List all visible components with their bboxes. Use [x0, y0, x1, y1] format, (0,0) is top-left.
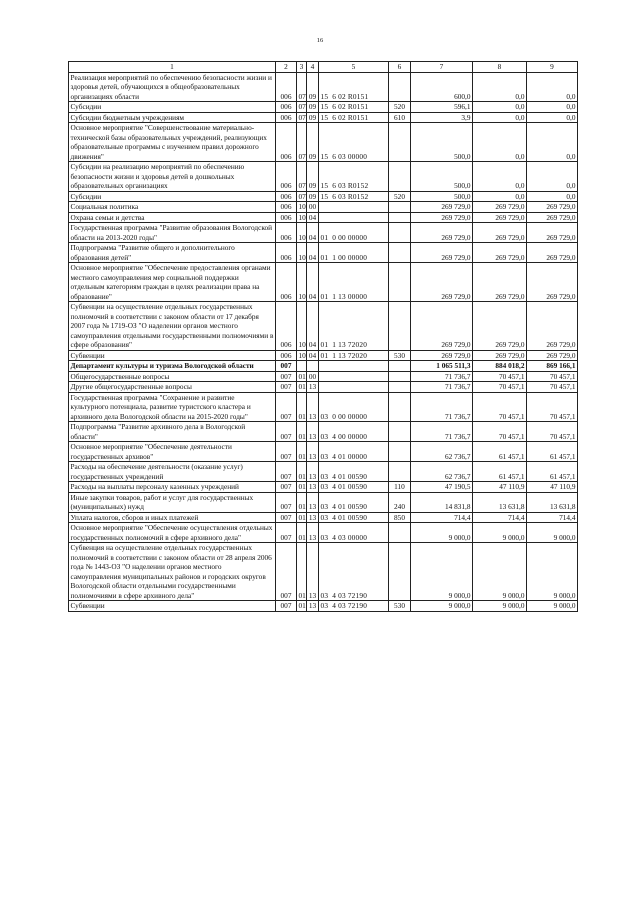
amount-cell-2: 0,0 — [473, 102, 527, 113]
subsection-cell: 13 — [307, 512, 319, 523]
amount-cell-2: 0,0 — [473, 72, 527, 102]
subsection-cell: 04 — [307, 212, 319, 223]
amount-cell-1: 71 736,7 — [411, 422, 473, 442]
table-row — [69, 422, 578, 442]
amount-cell-1: 62 736,7 — [411, 462, 473, 482]
target-code-cell: 15 6 02 R0151 — [319, 72, 389, 102]
table-row — [69, 263, 578, 302]
amount-cell-3: 269 729,0 — [527, 263, 578, 302]
expense-type-cell: 110 — [389, 482, 411, 493]
subsection-cell — [307, 361, 319, 372]
expense-type-cell — [389, 212, 411, 223]
admin-code-cell: 007 — [276, 523, 297, 543]
row-name-cell: Расходы на выплаты персоналу казенных учреждений — [69, 482, 276, 493]
amount-cell-3: 269 729,0 — [527, 350, 578, 361]
page-number: 16 — [316, 37, 324, 44]
expense-type-cell: 530 — [389, 350, 411, 361]
header-cell: 8 — [473, 62, 527, 73]
admin-code-cell: 007 — [276, 512, 297, 523]
table-row — [69, 302, 578, 351]
table-row — [69, 523, 578, 543]
amount-cell-3: 70 457,1 — [527, 371, 578, 382]
amount-cell-3: 70 457,1 — [527, 422, 578, 442]
target-code-cell: 03 4 03 72190 — [319, 601, 389, 612]
subsection-cell: 09 — [307, 162, 319, 192]
expense-type-cell — [389, 523, 411, 543]
target-code-cell — [319, 371, 389, 382]
amount-cell-1: 3,9 — [411, 112, 473, 123]
table-row — [69, 512, 578, 523]
amount-cell-2: 884 018,2 — [473, 361, 527, 372]
table-row — [69, 601, 578, 612]
row-name-cell: Основное мероприятие "Обеспечение деятельности государственных архивов" — [69, 442, 276, 462]
section-cell: 07 — [298, 102, 306, 111]
row-name-cell: Общегосударственные вопросы — [69, 371, 276, 382]
target-code-cell: 15 6 03 R0152 — [319, 162, 389, 192]
admin-code-cell: 006 — [276, 72, 297, 102]
subsection-cell: 13 — [307, 492, 319, 512]
amount-cell-3: 70 457,1 — [527, 382, 578, 393]
row-name-cell: Департамент культуры и туризма Вологодской области — [69, 361, 276, 372]
header-cell: 1 — [69, 62, 276, 73]
row-name-cell: Субвенции — [69, 601, 276, 612]
admin-code-cell: 007 — [276, 392, 297, 422]
row-name-cell: Основное мероприятие "Совершенствование материально-технической базы образовательных учреждений, реализующих образовательные программы с изучением правил дорожного движения" — [69, 123, 276, 162]
section-cell: 10 — [298, 212, 306, 222]
table-row — [69, 492, 578, 512]
expense-type-cell — [389, 392, 411, 422]
amount-cell-2: 61 457,1 — [473, 442, 527, 462]
subsection-cell: 04 — [307, 223, 319, 243]
amount-cell-2: 70 457,1 — [473, 422, 527, 442]
section-cell: 01 — [297, 392, 307, 422]
amount-cell-3: 269 729,0 — [527, 302, 578, 351]
amount-cell-1: 47 190,5 — [411, 482, 473, 493]
target-code-cell — [319, 382, 389, 393]
section-cell: 07 — [297, 72, 307, 102]
row-name-cell: Социальная политика — [69, 202, 276, 213]
row-name-cell: Субсидии — [69, 102, 276, 113]
expense-type-cell — [389, 123, 411, 162]
table-row — [69, 112, 578, 123]
amount-cell-1: 500,0 — [411, 123, 473, 162]
section-cell: 01 — [298, 512, 306, 522]
amount-cell-3: 9 000,0 — [527, 523, 578, 543]
admin-code-cell: 007 — [276, 462, 297, 482]
amount-cell-2: 0,0 — [473, 112, 527, 123]
section-cell: 01 — [297, 422, 307, 442]
expense-type-cell: 520 — [389, 102, 411, 113]
row-name-cell: Охрана семьи и детства — [69, 212, 276, 223]
admin-code-cell: 006 — [276, 243, 297, 263]
section-cell: 07 — [298, 112, 306, 122]
amount-cell-2: 0,0 — [473, 162, 527, 192]
amount-cell-3: 0,0 — [527, 112, 578, 123]
amount-cell-1: 269 729,0 — [411, 302, 473, 351]
amount-cell-1: 71 736,7 — [411, 382, 473, 393]
admin-code-cell: 006 — [276, 202, 297, 213]
amount-cell-3: 9 000,0 — [527, 601, 578, 612]
amount-cell-1: 596,1 — [411, 102, 473, 113]
amount-cell-1: 269 729,0 — [411, 223, 473, 243]
admin-code-cell: 007 — [276, 442, 297, 462]
amount-cell-2: 9 000,0 — [473, 523, 527, 543]
target-code-cell: 03 4 01 00590 — [319, 512, 389, 523]
expense-type-cell — [389, 72, 411, 102]
subsection-cell: 13 — [307, 462, 319, 482]
admin-code-cell: 007 — [276, 543, 297, 601]
target-code-cell: 01 1 13 72020 — [319, 302, 389, 351]
table-row — [69, 442, 578, 462]
amount-cell-2: 70 457,1 — [473, 382, 527, 393]
amount-cell-3: 714,4 — [527, 512, 578, 523]
table-row — [69, 162, 578, 192]
amount-cell-3: 9 000,0 — [527, 543, 578, 601]
expense-type-cell — [389, 263, 411, 302]
amount-cell-2: 269 729,0 — [473, 223, 527, 243]
table-row — [69, 243, 578, 263]
section-cell: 10 — [297, 302, 307, 351]
subsection-cell: 09 — [307, 102, 319, 113]
expense-type-cell — [389, 243, 411, 263]
section-cell: 07 — [297, 123, 307, 162]
section-cell — [297, 361, 307, 372]
table-row — [69, 361, 578, 372]
target-code-cell: 15 6 02 R0151 — [319, 112, 389, 123]
admin-code-cell: 006 — [276, 102, 297, 113]
table-row — [69, 382, 578, 393]
subsection-cell: 04 — [307, 350, 319, 361]
amount-cell-2: 13 631,8 — [473, 492, 527, 512]
table-row — [69, 202, 578, 213]
expense-type-cell: 530 — [389, 601, 411, 612]
row-name-cell: Подпрограмма "Развитие общего и дополнительного образования детей" — [69, 243, 276, 263]
amount-cell-1: 62 736,7 — [411, 442, 473, 462]
expense-type-cell: 610 — [389, 112, 411, 123]
amount-cell-1: 9 000,0 — [411, 543, 473, 601]
amount-cell-3: 269 729,0 — [527, 243, 578, 263]
row-name-cell: Государственная программа "Развитие образования Вологодской области на 2013-2020 годы" — [69, 223, 276, 243]
target-code-cell: 03 4 03 00000 — [319, 523, 389, 543]
admin-code-cell: 007 — [276, 492, 297, 512]
section-cell: 01 — [298, 601, 306, 610]
admin-code-cell: 006 — [276, 112, 297, 123]
amount-cell-2: 47 110,9 — [473, 482, 527, 493]
section-cell: 10 — [297, 263, 307, 302]
admin-code-cell: 007 — [276, 382, 297, 393]
admin-code-cell: 007 — [276, 371, 297, 382]
amount-cell-1: 714,4 — [411, 512, 473, 523]
amount-cell-1: 1 065 511,3 — [411, 361, 473, 372]
section-cell: 01 — [298, 482, 306, 491]
table-row — [69, 123, 578, 162]
subsection-cell: 04 — [307, 302, 319, 351]
expense-type-cell — [389, 162, 411, 192]
amount-cell-3: 0,0 — [527, 123, 578, 162]
target-code-cell: 03 0 00 00000 — [319, 392, 389, 422]
row-name-cell: Субвенции на осуществление отдельных государственных полномочий в соответствии с законом области от 17 декабря 2007 года № 1719-ОЗ "О наделении органов местного самоуправления отдельными государственными полномочиями в сфере образования" — [69, 302, 276, 351]
row-name-cell: Уплата налогов, сборов и иных платежей — [69, 512, 276, 523]
header-cell: 9 — [527, 62, 578, 73]
section-cell: 10 — [297, 243, 307, 263]
amount-cell-3: 61 457,1 — [527, 462, 578, 482]
subsection-cell: 13 — [307, 382, 319, 393]
row-name-cell: Основное мероприятие "Обеспечение осуществления отдельных государственных полномочий в сфере архивного дела" — [69, 523, 276, 543]
amount-cell-1: 14 831,8 — [411, 492, 473, 512]
header-cell: 4 — [307, 62, 319, 73]
amount-cell-2: 0,0 — [473, 191, 527, 202]
amount-cell-1: 500,0 — [411, 191, 473, 202]
header-cell: 2 — [276, 62, 297, 73]
section-cell: 01 — [297, 462, 307, 482]
row-name-cell: Субвенции — [69, 350, 276, 361]
amount-cell-3: 13 631,8 — [527, 492, 578, 512]
header-cell: 3 — [297, 62, 307, 73]
expense-type-cell — [389, 361, 411, 372]
subsection-cell: 13 — [307, 392, 319, 422]
amount-cell-3: 0,0 — [527, 162, 578, 192]
table-row — [69, 392, 578, 422]
header-cell: 7 — [411, 62, 473, 73]
section-cell: 07 — [298, 191, 306, 201]
row-name-cell: Субсидии бюджетным учреждениям — [69, 112, 276, 123]
admin-code-cell: 006 — [276, 212, 297, 223]
expense-type-cell — [389, 302, 411, 351]
target-code-cell: 01 1 00 00000 — [319, 243, 389, 263]
amount-cell-3: 0,0 — [527, 72, 578, 102]
admin-code-cell: 006 — [276, 350, 297, 361]
target-code-cell: 01 0 00 00000 — [319, 223, 389, 243]
target-code-cell: 03 4 01 00590 — [319, 462, 389, 482]
admin-code-cell: 007 — [276, 361, 297, 372]
subsection-cell: 09 — [307, 112, 319, 123]
target-code-cell: 01 1 13 00000 — [319, 263, 389, 302]
table-row — [69, 212, 578, 223]
amount-cell-1: 269 729,0 — [411, 243, 473, 263]
admin-code-cell: 006 — [276, 302, 297, 351]
amount-cell-2: 269 729,0 — [473, 302, 527, 351]
section-cell: 01 — [297, 543, 307, 601]
section-cell: 10 — [298, 202, 306, 211]
table-row — [69, 482, 578, 493]
expense-type-cell — [389, 442, 411, 462]
budget-table — [68, 61, 578, 612]
amount-cell-2: 714,4 — [473, 512, 527, 523]
subsection-cell: 09 — [307, 123, 319, 162]
amount-cell-3: 269 729,0 — [527, 223, 578, 243]
amount-cell-3: 0,0 — [527, 102, 578, 113]
target-code-cell: 15 6 02 R0151 — [319, 102, 389, 113]
expense-type-cell — [389, 382, 411, 393]
target-code-cell: 03 4 01 00000 — [319, 442, 389, 462]
admin-code-cell: 006 — [276, 263, 297, 302]
target-code-cell: 03 4 01 00590 — [319, 492, 389, 512]
amount-cell-1: 269 729,0 — [411, 202, 473, 213]
section-cell: 10 — [298, 350, 306, 360]
admin-code-cell: 006 — [276, 123, 297, 162]
subsection-cell: 00 — [307, 202, 319, 213]
target-code-cell — [319, 361, 389, 372]
admin-code-cell: 007 — [276, 482, 297, 493]
amount-cell-3: 0,0 — [527, 191, 578, 202]
admin-code-cell: 006 — [276, 223, 297, 243]
row-name-cell: Субсидии — [69, 191, 276, 202]
table-row — [69, 371, 578, 382]
subsection-cell: 04 — [307, 243, 319, 263]
header-cell: 6 — [389, 62, 411, 73]
amount-cell-2: 269 729,0 — [473, 212, 527, 223]
subsection-cell: 04 — [307, 263, 319, 302]
row-name-cell: Субвенция на осуществление отдельных государственных полномочий в соответствии с законом области от 28 апреля 2006 года № 1443-ОЗ "О наделении органов местного самоуправления муниципальных районов и городских округов Вологодской области отдельными государственными полномочиями в сфере архивного дела" — [69, 543, 276, 601]
section-cell: 01 — [298, 371, 306, 381]
admin-code-cell: 006 — [276, 162, 297, 192]
amount-cell-2: 269 729,0 — [473, 243, 527, 263]
target-code-cell — [319, 212, 389, 223]
target-code-cell — [319, 202, 389, 213]
amount-cell-2: 61 457,1 — [473, 462, 527, 482]
amount-cell-2: 0,0 — [473, 123, 527, 162]
section-cell: 07 — [297, 162, 307, 192]
admin-code-cell: 006 — [276, 191, 297, 202]
subsection-cell: 13 — [307, 543, 319, 601]
table-row — [69, 223, 578, 243]
amount-cell-2: 9 000,0 — [473, 543, 527, 601]
row-name-cell: Государственная программа "Сохранение и развитие культурного потенциала, развитие туристского кластера и архивного дела Вологодской области на 2015-2020 годы" — [69, 392, 276, 422]
expense-type-cell: 240 — [389, 492, 411, 512]
table-body — [69, 72, 578, 611]
expense-type-cell — [389, 462, 411, 482]
table-row — [69, 191, 578, 202]
amount-cell-2: 269 729,0 — [473, 350, 527, 361]
target-code-cell: 03 4 00 00000 — [319, 422, 389, 442]
amount-cell-1: 71 736,7 — [411, 371, 473, 382]
amount-cell-2: 70 457,1 — [473, 392, 527, 422]
amount-cell-1: 269 729,0 — [411, 212, 473, 223]
amount-cell-3: 269 729,0 — [527, 212, 578, 223]
amount-cell-1: 269 729,0 — [411, 263, 473, 302]
amount-cell-3: 269 729,0 — [527, 202, 578, 213]
subsection-cell: 13 — [307, 523, 319, 543]
amount-cell-1: 71 736,7 — [411, 392, 473, 422]
target-code-cell: 03 4 01 00590 — [319, 482, 389, 493]
table-row — [69, 543, 578, 601]
expense-type-cell — [389, 422, 411, 442]
section-cell: 10 — [297, 223, 307, 243]
subsection-cell: 13 — [307, 601, 319, 612]
table-row — [69, 462, 578, 482]
subsection-cell: 13 — [307, 482, 319, 493]
expense-type-cell — [389, 202, 411, 213]
row-name-cell: Субсидии на реализацию мероприятий по обеспечению безопасности жизни и здоровья детей в дошкольных образовательных организациях — [69, 162, 276, 192]
row-name-cell: Основное мероприятие "Обеспечение предоставления органами местного самоуправления мер социальной поддержки отдельным категориям граждан в целях реализации права на образование" — [69, 263, 276, 302]
expense-type-cell — [389, 543, 411, 601]
section-cell: 01 — [297, 442, 307, 462]
target-code-cell: 01 1 13 72020 — [319, 350, 389, 361]
amount-cell-1: 500,0 — [411, 162, 473, 192]
amount-cell-3: 869 166,1 — [527, 361, 578, 372]
amount-cell-3: 47 110,9 — [527, 482, 578, 493]
subsection-cell: 13 — [307, 422, 319, 442]
subsection-cell: 09 — [307, 191, 319, 202]
amount-cell-2: 269 729,0 — [473, 263, 527, 302]
subsection-cell: 09 — [307, 72, 319, 102]
header-cell: 5 — [319, 62, 389, 73]
admin-code-cell: 007 — [276, 422, 297, 442]
amount-cell-2: 269 729,0 — [473, 202, 527, 213]
subsection-cell: 13 — [307, 442, 319, 462]
amount-cell-1: 269 729,0 — [411, 350, 473, 361]
amount-cell-1: 9 000,0 — [411, 523, 473, 543]
row-name-cell: Расходы на обеспечение деятельности (оказание услуг) государственных учреждений — [69, 462, 276, 482]
admin-code-cell: 007 — [276, 601, 297, 612]
table-row — [69, 350, 578, 361]
amount-cell-3: 61 457,1 — [527, 442, 578, 462]
table-row — [69, 72, 578, 102]
section-cell: 01 — [298, 382, 306, 391]
row-name-cell: Подпрограмма "Развитие архивного дела в Вологодской области" — [69, 422, 276, 442]
row-name-cell: Реализация мероприятий по обеспечению безопасности жизни и здоровья детей, обучающихся в общеобразовательных организациях области — [69, 72, 276, 102]
target-code-cell: 03 4 03 72190 — [319, 543, 389, 601]
expense-type-cell: 520 — [389, 191, 411, 202]
expense-type-cell — [389, 371, 411, 382]
amount-cell-1: 9 000,0 — [411, 601, 473, 612]
subsection-cell: 00 — [307, 371, 319, 382]
target-code-cell: 15 6 03 00000 — [319, 123, 389, 162]
amount-cell-1: 600,0 — [411, 72, 473, 102]
amount-cell-3: 70 457,1 — [527, 392, 578, 422]
target-code-cell: 15 6 03 R0152 — [319, 191, 389, 202]
amount-cell-2: 9 000,0 — [473, 601, 527, 612]
section-cell: 01 — [297, 492, 307, 512]
expense-type-cell: 850 — [389, 512, 411, 523]
header-row — [69, 62, 578, 73]
row-name-cell: Иные закупки товаров, работ и услуг для государственных (муниципальных) нужд — [69, 492, 276, 512]
section-cell: 01 — [297, 523, 307, 543]
table-row — [69, 102, 578, 113]
expense-type-cell — [389, 223, 411, 243]
row-name-cell: Другие общегосударственные вопросы — [69, 382, 276, 393]
amount-cell-2: 70 457,1 — [473, 371, 527, 382]
